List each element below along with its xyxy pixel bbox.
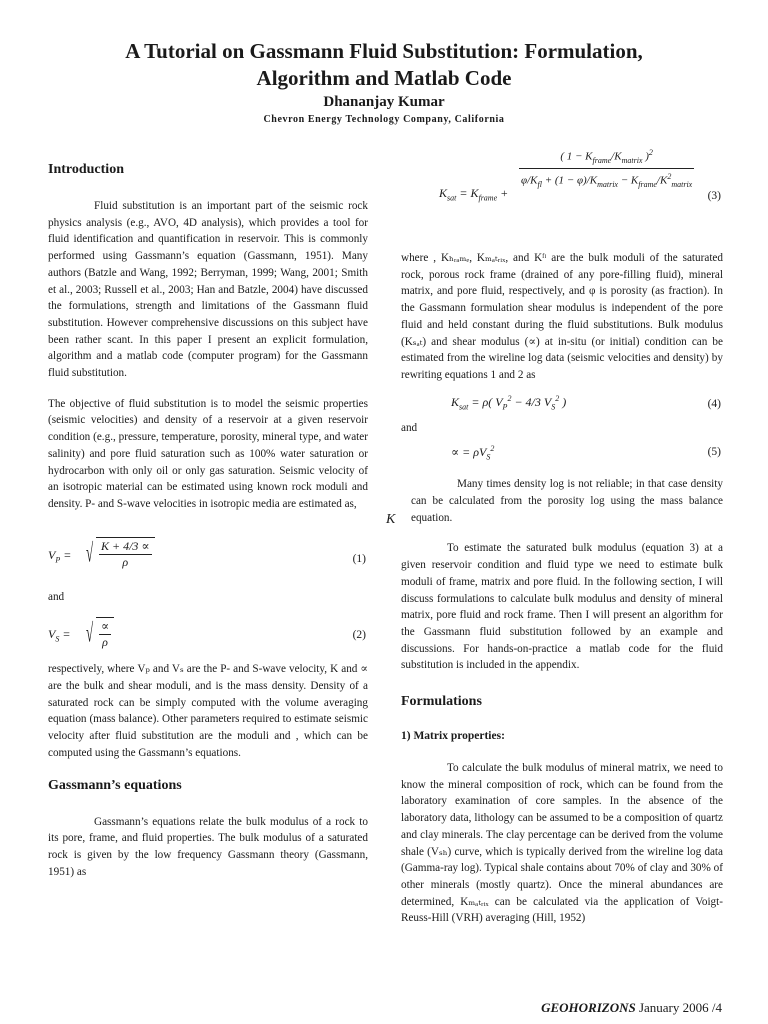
issue-and-page: January 2006 /4	[638, 1000, 722, 1015]
and-label-2: and	[401, 421, 418, 434]
equation-1-number: (1)	[352, 552, 366, 565]
formulations-heading: Formulations	[401, 694, 482, 710]
matrix-properties-heading: 1) Matrix properties:	[401, 730, 505, 743]
gassmann-equations-heading: Gassmann’s equations	[48, 777, 182, 793]
velocity-definitions-paragraph: respectively, where Vₚ and Vₛ are the P- and S-wave velocity, K and ∝ are the bulk and shear moduli, and is the mass density. Density of a saturated rock can be simply computed with the volume averaging equation (mass balance). Other parameters required to estimate seismic velocity after fluid substitution are the moduli and , which can be computed using the Gassmann’s equations.	[48, 663, 368, 759]
paper-title-line2: Algorithm and Matlab Code	[256, 66, 512, 90]
paper-title-line1: A Tutorial on Gassmann Fluid Substitution: Formulation,	[125, 39, 643, 63]
and-label-1: and	[48, 590, 65, 603]
equation-2: $V_S$ = √ $\frac{\propto}{\rho}$ (2)	[48, 611, 368, 659]
journal-name: GEOHORIZONS	[541, 1000, 636, 1015]
equation-4-number: (4)	[707, 397, 721, 410]
equation-1: $V_P$ = √ $\frac{K + 4/3 \propto}{\rho}$ (1)	[48, 529, 368, 589]
paper-header	[0, 38, 768, 128]
density-paragraph: Many times density log is not reliable; in that case density can be calculated from the porosity log using the mass balance equation.	[411, 478, 723, 524]
matrix-paragraph: To calculate the bulk modulus of mineral matrix, we need to know the mineral composition of rock, which can be found from the laboratory examination of core samples. In the absence of the laboratory data, lithology can be assumed to be a composition of quartz and clay minerals. The clay percentage can be derived from the volume shale (Vₛₕ) curve, which is typically derived from the wireline log data (Gamma-ray log). Typical shale contains about 70% of clay and 30% of other minerals (mostly quartz). Once the mineral abundances are determined, Kₘₐₜᵣᵢₓ can be calculated via the application of Voigt-Reuss-Hill (VRH) averaging (Hill, 1952)	[401, 762, 723, 925]
estimate-paragraph: To estimate the saturated bulk modulus (equation 3) at a given reservoir condition and fluid type we need to estimate bulk moduli of frame, matrix and pore fluid. In the following section, I will discuss formulations to calculate bulk modulus and density of mineral matrix, pore fluid and rock frame. Then I will present an algorithm for the Gassmann fluid substitution followed by an example and discussions. For hands-on-practice a matlab code for the fluid substitution is included in the appendix.	[401, 542, 723, 672]
where-paragraph: where , Kₕᵣₐₘₑ, Kₘₐₜᵣᵢₓ, and Kᶠᶦ are the bulk moduli of the saturated rock, porous rock frame (drained of any pore-filling fluid), mineral matrix, and pore fluid, respectively, and φ is porosity (as fraction). In the Gassmann formulation shear modulus is independent of the pore fluid and held constant during the fluid substitutions. Bulk modulus (Kₛₐₜ) and shear modulus (∝) at in-situ (or initial) condition can be estimated from the wireline log data (seismic velocities and density) by rewriting equations 1 and 2 as	[401, 252, 723, 381]
author-name: Dhananjay Kumar	[323, 94, 445, 110]
introduction-heading: Introduction	[48, 162, 124, 177]
intro-paragraph-1: Fluid substitution is an important part of the seismic rock physics analysis (e.g., AVO, 4D analysis), which provides a tool for fluid identification and quantification in reservoir. This is commonly performed using Gassmann’s equation (Gassmann, 1951). Many authors (Batzle and Wang, 1992; Berryman, 1999; Wang, 2001; Smith et al., 2003; Russell et al., 2003; Han and Batzle, 2004) have discussed the formulations, strength and limitations of the Gassmann fluid substitution. However comprehensive discussions on this subject have been rather scant. In this paper I present an explicit formulation, algorithm and a matlab code (computer program) for the Gassmann fluid substitution.	[48, 200, 368, 380]
equation-3: $K_{sat} = K_{frame}$ + $\frac{( 1 - K_{frame}/K_{matrix} )^2}{\varphi/K_{fl} + (1 - \varphi)/K_{matrix} - K_{frame}/K^2_{matrix}}$ (3)	[439, 148, 721, 203]
gassmann-paragraph: Gassmann’s equations relate the bulk modulus of a rock to its pore, frame, and fluid properties. The bulk modulus of a saturated rock is given by the low frequency Gassmann theory (Gassmann, 1951) as	[48, 815, 368, 878]
equation-2-number: (2)	[352, 629, 366, 642]
equation-5-number: (5)	[707, 446, 721, 459]
equation-5: ∝ = $\rho V_S^2$ (5)	[451, 444, 721, 462]
right-column	[401, 146, 723, 927]
equation-3-number: (3)	[707, 190, 721, 202]
page-footer	[541, 1000, 722, 1016]
author-affiliation: Chevron Energy Technology Company, California	[263, 114, 505, 125]
intro-paragraph-2: The objective of fluid substitution is to model the seismic properties (seismic velocities) and density of a reservoir at a given reservoir condition (e.g., pressure, temperature, porosity, mineral type, and water salinity) and pore fluid saturation such as 100% water saturation or hydrocarbon with only oil or only gas saturation. Seismic velocity of an isotropic material can be estimated using known rock moduli and density. P- and S-wave velocities in isotropic media are estimated as,	[48, 397, 368, 510]
equation-4: $K_{sat} = \rho$( $V_P^2 - 4/3$ $V_S^2$ ) (4)	[451, 393, 721, 412]
stray-k-glyph-icon: K	[386, 512, 396, 527]
left-column	[48, 158, 368, 880]
